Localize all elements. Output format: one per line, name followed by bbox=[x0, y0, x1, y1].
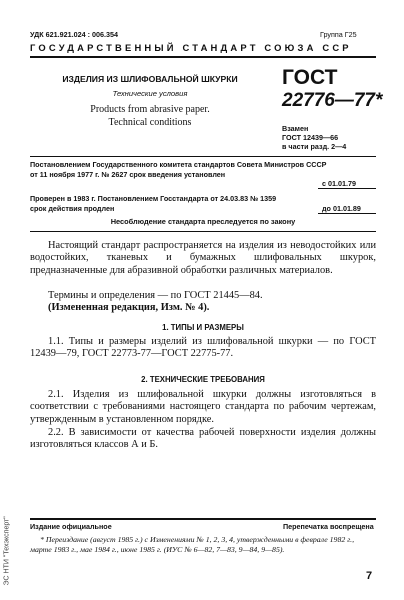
clause-2-2: 2.2. В зависимости от качества рабочей поверхности изделия должны изготовляться классов А и Б. bbox=[30, 427, 376, 451]
sidebar-watermark bbox=[2, 470, 12, 590]
decree-rule bbox=[30, 231, 376, 232]
official-edition: Издание официальное bbox=[30, 522, 112, 531]
title-ru: ИЗДЕЛИЯ ИЗ ШЛИФОВАЛЬНОЙ ШКУРКИ bbox=[62, 74, 238, 84]
clause-2-1: 2.1. Изделия из шлифовальной шкурки должны изготовляться в соответствии с требованиями настоящего стандарта по рабочим чертежам, утвержденным в установленном порядке. bbox=[30, 389, 376, 425]
legal-warning: Несоблюдение стандарта преследуется по закону bbox=[110, 217, 296, 226]
terms-note: (Измененная редакция, Изм. № 4). bbox=[48, 302, 210, 313]
state-standard-banner: ГОСУДАРСТВЕННЫЙ СТАНДАРТ СОЮЗА ССР bbox=[30, 42, 352, 53]
gost-label: ГОСТ bbox=[282, 66, 338, 89]
decree-date-1: с 01.01.79 bbox=[322, 179, 356, 188]
title-en-line-1: Products from abrasive paper. bbox=[90, 104, 210, 115]
footer-rule bbox=[30, 518, 376, 520]
page-number: 7 bbox=[366, 570, 373, 582]
replace-line-3: в части разд. 2—4 bbox=[282, 142, 347, 151]
section-1-title: 1. ТИПЫ И РАЗМЕРЫ bbox=[162, 323, 244, 332]
header-rule bbox=[30, 56, 376, 58]
decree-line-3: Проверен в 1983 г. Постановлением Госстандарта от 24.03.83 № 1359 bbox=[30, 194, 277, 203]
title-ru-subtitle: Технические условия bbox=[112, 89, 188, 98]
section-2-title: 2. ТЕХНИЧЕСКИЕ ТРЕБОВАНИЯ bbox=[141, 375, 265, 384]
replace-line-2: ГОСТ 12439—66 bbox=[282, 133, 339, 142]
sidebar-watermark-text: ЭС НТИ "Техэксперт" bbox=[3, 516, 11, 586]
decree-date-2: до 01.01.89 bbox=[322, 204, 361, 213]
reissue-note: * Переиздание (август 1985 г.) с Изменениями № 1, 2, 3, 4, утвержденными в феврале 1982 г., марте 1983 г., мае 1984 г., июне 1985 г. (ИУС № 6—82, 7—83, 9—84, 9—85). bbox=[30, 535, 355, 554]
decree-line-4: срок действия продлен bbox=[30, 204, 115, 213]
intro-paragraph: Настоящий стандарт распространяется на изделия из неводостойких или водостойких, тканевых и бумажных шлифовальных шкурок, предназначенные для абразивной обработки различных материалов. bbox=[30, 240, 376, 276]
reprint-prohibited: Перепечатка воспрещена bbox=[283, 522, 374, 531]
clause-1-1: 1.1. Типы и размеры изделий из шлифовальной шкурки — по ГОСТ 12439—79, ГОСТ 22773-77—ГОСТ 22775-77. bbox=[30, 336, 376, 360]
title-en-line-2: Technical conditions bbox=[108, 117, 192, 128]
decree-line-1: Постановлением Государственного комитета стандартов Совета Министров СССР bbox=[30, 160, 327, 169]
gost-number: 22776—77* bbox=[282, 90, 383, 111]
replace-line-1: Взамен bbox=[282, 124, 309, 133]
title-rule bbox=[30, 156, 376, 157]
udk-code: УДК 621.921.024 : 006.354 bbox=[30, 30, 118, 39]
date-rule-2 bbox=[318, 213, 376, 214]
terms-line: Термины и определения — по ГОСТ 21445—84. bbox=[48, 290, 263, 301]
group-code: Группа Г25 bbox=[320, 30, 357, 39]
decree-line-2: от 11 ноября 1977 г. № 2627 срок введения установлен bbox=[30, 170, 226, 179]
date-rule-1 bbox=[318, 188, 376, 189]
